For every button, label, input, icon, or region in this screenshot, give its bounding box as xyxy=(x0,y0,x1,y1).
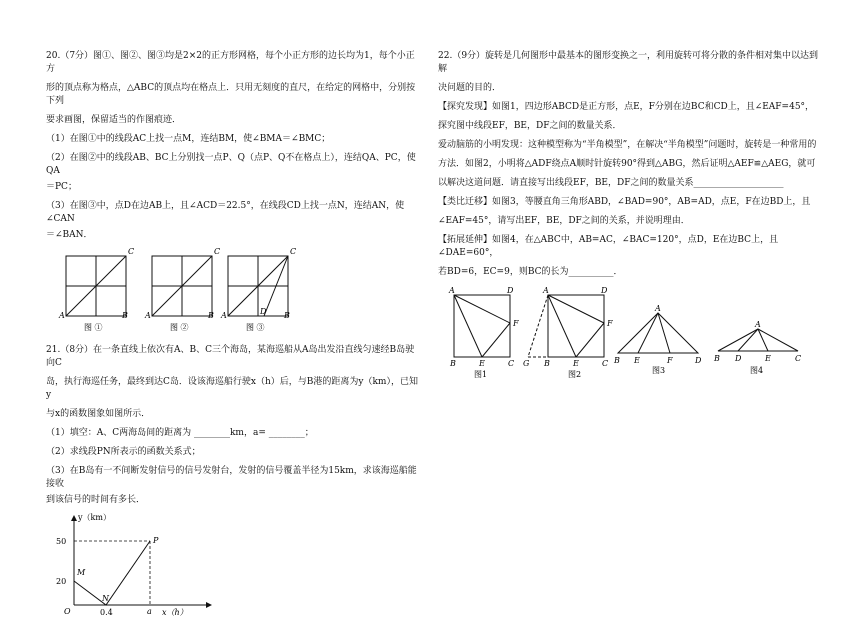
f3-b: B xyxy=(614,356,620,365)
q20-line2: 形的顶点称为格点，△ABC的顶点均在格点上．只用无刻度的直尺，在给定的网格中，分别按下列 xyxy=(46,83,416,106)
f2-caption: 图2 xyxy=(568,370,582,379)
q21-line1: 21.（8分）在一条直线上依次有A、B、C三个海岛，某海巡船从A岛出发沿直线匀速经B岛驶向C xyxy=(46,345,415,368)
fig2-caption: 图 ② xyxy=(170,323,189,332)
fig2-label-b: B xyxy=(208,311,214,320)
q22-analog2: ∠EAF=45°，请写出EF，BE，DF之间的关系，并说明理由． xyxy=(438,216,690,226)
q22-explore2: 探究图中线段EF，BE，DF之间的数量关系． xyxy=(438,121,622,131)
f3-caption: 图3 xyxy=(652,366,666,375)
f1-a: A xyxy=(449,286,455,295)
f1-d: D xyxy=(507,286,514,295)
f2-c: C xyxy=(602,359,609,368)
f2-b: B xyxy=(544,359,550,368)
f1-caption: 图1 xyxy=(474,370,488,379)
q22-extend1: 【拓展延伸】如图4，在△ABC中，AB=AC，∠BAC=120°，点D，E在边BC上，且∠DAE=60°， xyxy=(438,235,779,258)
q21-part3a: （3）在B岛有一不间断发射信号的信号发射台，发射的信号覆盖半径为15km，求该海巡船能接收 xyxy=(46,466,417,489)
q20-part3a: （3）在图③中，点D在边AB上，且∠ACD＝22.5°，在线段CD上找一点N，连结AN，使∠CAN xyxy=(46,201,405,224)
q21-part1: （1）填空：A、C两海岛间的距离为 ________km，a= ________； xyxy=(46,428,314,438)
fig3-label-a: A xyxy=(221,311,227,320)
q21-line3: 与x的函数图象如图所示． xyxy=(46,409,151,419)
q22-figure-1 xyxy=(454,295,510,357)
f3-f: F xyxy=(667,356,673,365)
f4-b: B xyxy=(714,354,720,363)
fig3-label-b: B xyxy=(284,311,290,320)
f3-e: E xyxy=(634,356,640,365)
q21-line2: 岛，执行海巡任务，最终到达C岛．设该海巡船行驶x（h）后，与B港的距离为y（km），已知y xyxy=(46,377,418,400)
grid-figure-3 xyxy=(228,256,288,316)
f2-a: A xyxy=(543,286,549,295)
graph-xa: a xyxy=(147,607,152,616)
grid-figure-2 xyxy=(152,256,212,316)
fig3-caption: 图 ③ xyxy=(246,323,265,332)
f3-d: D xyxy=(695,356,702,365)
q22-analog1: 【类比迁移】如图3，等腰直角三角形ABD，∠BAD=90°，AB=AD，点E，F在边BD上，且 xyxy=(438,197,811,207)
q22-figure-2 xyxy=(528,295,604,357)
q22-figures xyxy=(438,285,824,381)
fig3-label-d: D xyxy=(260,307,267,316)
fig1-label-c: C xyxy=(128,248,135,256)
q20-part2a: （2）在图②中的线段AB、BC上分别找一点P、Q（点P、Q不在格点上），连结QA、PC，使QA xyxy=(46,153,416,176)
question-22 xyxy=(438,50,824,381)
question-20 xyxy=(46,50,418,334)
question-21 xyxy=(46,344,418,617)
q22-line2: 决问题的目的． xyxy=(438,83,502,93)
q22-line1: 22.（9分）旋转是几何图形中最基本的图形变换之一，利用旋转可将分散的条件相对集中以达到解 xyxy=(438,51,819,74)
f1-b: B xyxy=(450,359,456,368)
q22-explore1: 【探究发现】如图1，四边形ABCD是正方形，点E，F分别在边BC和CD上，且∠EAF=45°， xyxy=(438,102,815,112)
left-column xyxy=(46,50,418,623)
f2-e: E xyxy=(573,359,579,368)
graph-p: P xyxy=(153,536,159,545)
q21-part3b: 到该信号的时间有多长． xyxy=(46,495,146,505)
q22-explore3: 爱动脑筋的小明发现：这种模型称为“半角模型”，在解决“半角模型”问题时，旋转是一种常用的 xyxy=(438,140,817,150)
graph-origin: O xyxy=(64,607,71,616)
f2-f: F xyxy=(607,319,613,328)
fig3-label-c: C xyxy=(290,248,297,256)
fig1-label-b: B xyxy=(122,311,128,320)
fig2-label-c: C xyxy=(214,248,221,256)
q20-part2b: ＝PC； xyxy=(46,182,77,192)
q20-figures xyxy=(46,248,418,334)
q22-figure-3 xyxy=(618,313,698,353)
graph-y20: 20 xyxy=(56,577,67,586)
q20-line1: 20.（7分）图①、图②、图③均是2×2的正方形网格，每个小正方形的边长均为1，每个小正方 xyxy=(46,51,415,74)
f1-c: C xyxy=(508,359,515,368)
q22-explore5: 以解决这道问题．请直接写出线段EF，BE，DF之间的数量关系____________________ xyxy=(438,178,784,188)
q22-figure-4 xyxy=(718,329,798,351)
fig2-label-a: A xyxy=(145,311,151,320)
graph-xlabel: x（h） xyxy=(162,608,188,617)
graph-y50: 50 xyxy=(56,537,67,546)
graph-m: M xyxy=(77,568,86,577)
f3-a: A xyxy=(655,304,661,313)
f4-a: A xyxy=(755,320,761,329)
q22-extend2: 若BD=6，EC=9，则BC的长为__________． xyxy=(438,267,623,277)
grid-figure-1 xyxy=(66,256,126,316)
q22-explore4: 方法．如图2，小明将△ADF绕点A顺时针旋转90°得到△ABG，然后证明△AEF≌△AEG，就可 xyxy=(438,159,816,169)
graph-x04: 0.4 xyxy=(100,608,113,617)
graph-ylabel: y（km） xyxy=(78,513,111,522)
f4-e: E xyxy=(765,354,771,363)
right-column xyxy=(438,50,824,387)
q21-part2: （2）求线段PN所表示的函数关系式； xyxy=(46,447,201,457)
q21-graph xyxy=(46,513,226,617)
f2-d: D xyxy=(601,286,608,295)
f2-g: G xyxy=(523,359,530,368)
graph-n: N xyxy=(102,594,109,603)
q20-part3b: ＝∠BAN． xyxy=(46,230,93,240)
q20-line3: 要求画图，保留适当的作图痕迹． xyxy=(46,115,182,125)
q20-part1: （1）在图①中的线段AC上找一点M，连结BM，使∠BMA＝∠BMC； xyxy=(46,134,331,144)
f4-d: D xyxy=(735,354,742,363)
fig1-caption: 图 ① xyxy=(84,323,103,332)
f4-c: C xyxy=(795,354,802,363)
f4-caption: 图4 xyxy=(750,366,764,375)
f1-f: F xyxy=(513,319,519,328)
f1-e: E xyxy=(479,359,485,368)
fig1-label-a: A xyxy=(59,311,65,320)
